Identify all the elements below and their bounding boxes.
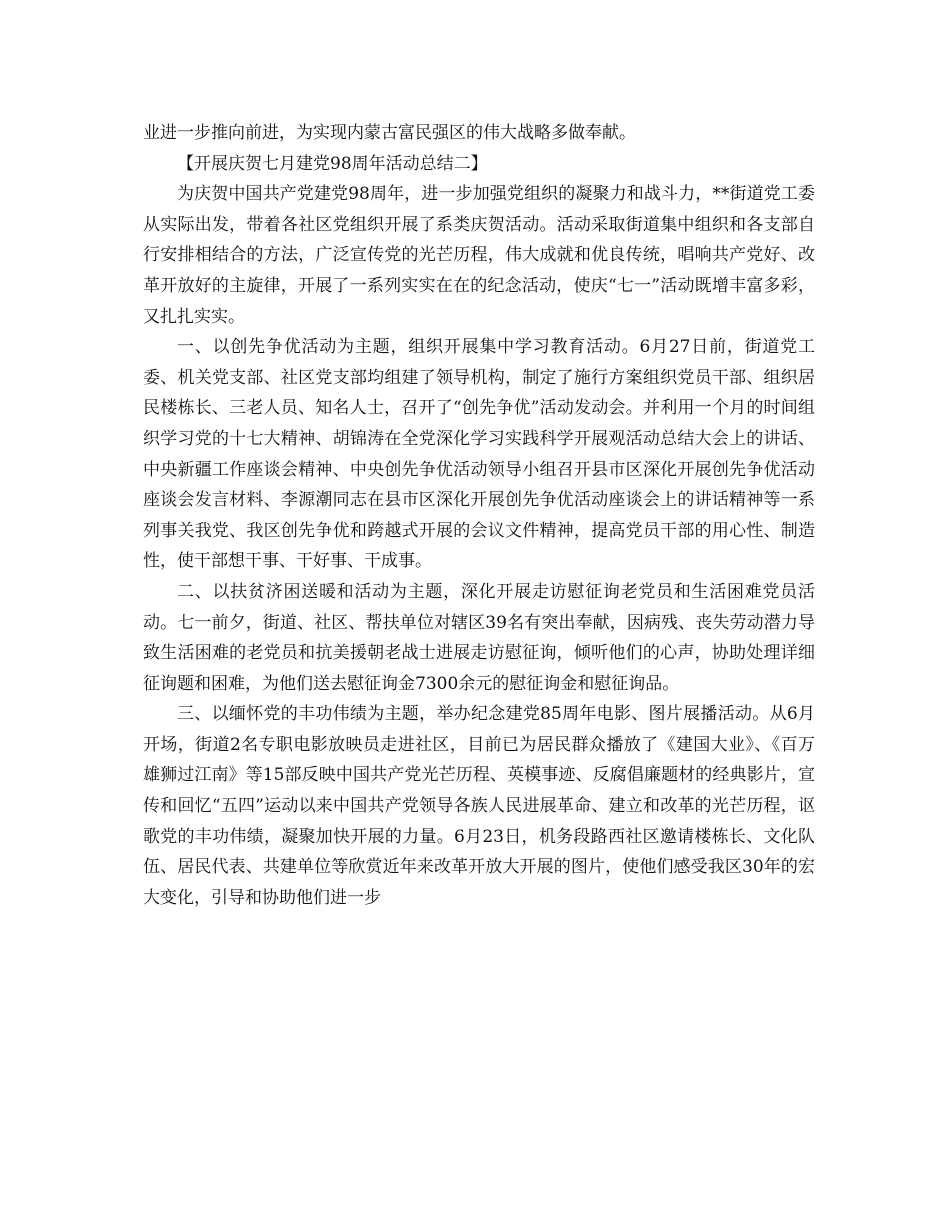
paragraph-item-one: 一、以创先争优活动为主题，组织开展集中学习教育活动。6月27日前，街道党工委、机关党支部、社区党支部均组建了领导机构，制定了施行方案组织党员干部、组织居民楼栋长、三老人员、知名人士，召开了“创先争优”活动发动会。并利用一个月的时间组织学习党的十七大精神、胡锦涛在全党深化学习实践科学开展观活动总结大会上的讲话、中央新疆工作座谈会精神、中央创先争优活动领导小组召开县市区深化开展创先争优活动座谈会发言材料、李源潮同志在县市区深化开展创先争优活动座谈会上的讲话精神等一系列事关我党、我区创先争优和跨越式开展的会议文件精神，提高党员干部的用心性、制造性，使干部想干事、干好事、干成事。 <box>143 337 815 572</box>
paragraph-item-two: 二、以扶贫济困送暖和活动为主题，深化开展走访慰征询老党员和生活困难党员活动。七一前夕，街道、社区、帮扶单位对辖区39名有突出奉献，因病残、丧失劳动潜力导致生活困难的老党员和抗美援朝老战士进展走访慰征询，倾听他们的心声，协助处理详细征询题和困难，为他们送去慰征询金7300余元的慰征询金和慰征询品。 <box>143 581 815 694</box>
paragraph-item-three: 三、以缅怀党的丰功伟绩为主题，举办纪念建党85周年电影、图片展播活动。从6月开场，街道2名专职电影放映员走进社区，目前已为居民群众播放了《建国大业》、《百万雄狮过江南》等15部反映中国共产党光芒历程、英模事迹、反腐倡廉题材的经典影片，宣传和回忆“五四”运动以来中国共产党领导各族人民进展革命、建立和改革的光芒历程，讴歌党的丰功伟绩，凝聚加快开展的力量。6月23日，机务段路西社区邀请楼栋长、文化队伍、居民代表、共建单位等欣赏近年来改革开放大开展的图片，使他们感受我区30年的宏大变化，引导和协助他们进一步 <box>143 704 815 908</box>
paragraph-intro: 为庆贺中国共产党建党98周年，进一步加强党组织的凝聚力和战斗力，**街道党工委从实际出发，带着各社区党组织开展了系类庆贺活动。活动采取街道集中组织和各支部自行安排相结合的方法，广泛宣传党的光芒历程，伟大成就和优良传统，唱响共产党好、改革开放好的主旋律，开展了一系列实实在在的纪念活动，使庆“七一”活动既增丰富多彩，又扎扎实实。 <box>143 184 815 327</box>
section-heading: 【开展庆贺七月建党98周年活动总结二】 <box>177 153 488 174</box>
paragraph-continuation: 业进一步推向前进，为实现内蒙古富民强区的伟大战略多做奉献。 <box>143 123 636 143</box>
document-body <box>143 118 815 913</box>
